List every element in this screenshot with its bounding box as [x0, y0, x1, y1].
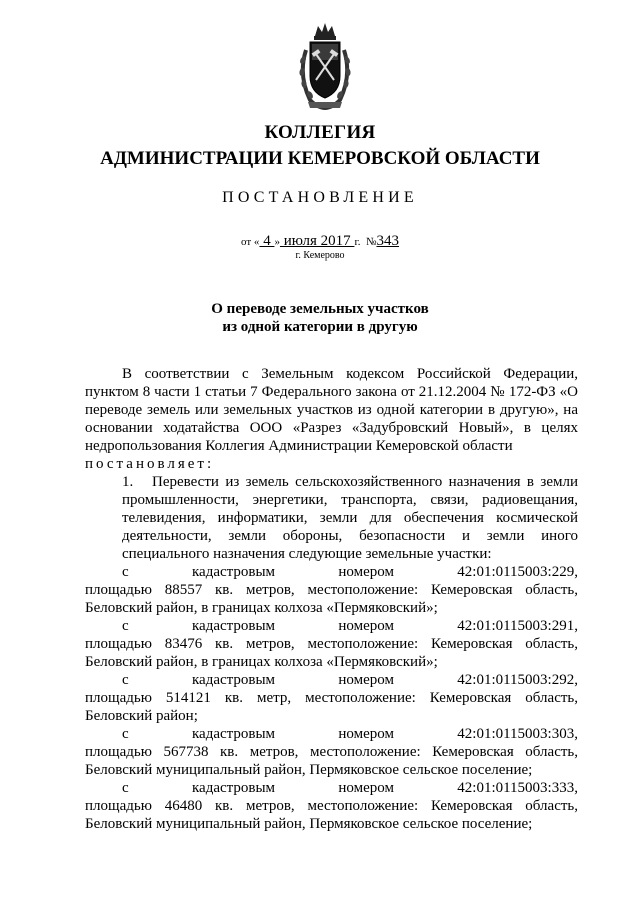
parcel-item: [85, 617, 578, 671]
parcel-prefix: с: [122, 564, 129, 580]
parcel-number-word: номером: [338, 726, 394, 742]
parcel-prefix: с: [122, 672, 129, 688]
document-type: ПОСТАНОВЛЕНИЕ: [222, 189, 418, 206]
org-name-line1: КОЛЛЕГИЯ: [264, 122, 376, 143]
org-name-line2: АДМИНИСТРАЦИИ КЕМЕРОВСКОЙ ОБЛАСТИ: [100, 148, 540, 169]
parcel-cadastral-line: [85, 563, 578, 581]
parcel-cadastral-number: 42:01:0115003:303,: [457, 726, 578, 742]
resolves-word: постановляет:: [85, 456, 215, 472]
parcel-cadastral-number: 42:01:0115003:333,: [457, 780, 578, 796]
parcel-cadastral-word: кадастровым: [191, 564, 276, 580]
item-1-number: 1.: [122, 474, 134, 490]
preamble: В соответствии с Земельным кодексом Российской Федерации, пунктом 8 части 1 статьи 7 Федерального закона от 21.12.2004 № 172-ФЗ «О переводе земель или земельных участков из одной категории в другую», на основании ходатайства ООО «Разрез «Задубровский Новый», в целях недропользования Коллегия Администрации Кемеровской области: [85, 366, 578, 454]
parcel-cadastral-number: 42:01:0115003:292,: [457, 672, 578, 688]
document-title: [0, 300, 640, 336]
parcel-number-word: номером: [338, 672, 394, 688]
parcel-cadastral-word: кадастровым: [191, 780, 276, 796]
parcel-details: площадью 567738 кв. метров, местоположение: Кемеровская область, Беловский муниципальный район, Пермяковское сельское поселение;: [85, 744, 578, 778]
coat-of-arms-icon: [296, 20, 354, 112]
parcel-details: площадью 88557 кв. метров, местоположение: Кемеровская область, Беловский район, в границах колхоза «Пермяковский»;: [85, 582, 578, 616]
item-1: [85, 473, 578, 563]
document-number: 343: [376, 233, 399, 249]
parcel-details: площадью 514121 кв. метр, местоположение: Кемеровская область, Беловский район;: [85, 690, 578, 724]
parcel-details: площадью 83476 кв. метров, местоположение: Кемеровская область, Беловский район, в границах колхоза «Пермяковский»;: [85, 636, 578, 670]
parcel-number-word: номером: [338, 564, 394, 580]
title-line1: О переводе земельных участков: [211, 301, 429, 317]
date-month-year: июля 2017: [279, 233, 355, 249]
date-year-abbr: г.: [354, 236, 361, 248]
city: г. Кемерово: [295, 250, 345, 261]
parcel-cadastral-line: [85, 671, 578, 689]
parcel-cadastral-number: 42:01:0115003:291,: [457, 618, 578, 634]
parcel-list: [85, 563, 578, 833]
parcel-cadastral-word: кадастровым: [191, 618, 276, 634]
date-line: [0, 233, 640, 250]
parcel-number-word: номером: [338, 780, 394, 796]
parcel-cadastral-line: [85, 779, 578, 797]
number-sign: №: [365, 236, 377, 248]
date-day: 4: [259, 233, 275, 249]
document-body: [85, 365, 578, 833]
parcel-item: [85, 563, 578, 617]
parcel-cadastral-word: кадастровым: [191, 726, 276, 742]
parcel-item: [85, 725, 578, 779]
parcel-cadastral-line: [85, 617, 578, 635]
parcel-details: площадью 46480 кв. метров, местоположение: Кемеровская область, Беловский муниципальный район, Пермяковское сельское поселение;: [85, 798, 578, 832]
parcel-cadastral-number: 42:01:0115003:229,: [457, 564, 578, 580]
title-line2: из одной категории в другую: [222, 319, 418, 335]
parcel-prefix: с: [122, 780, 129, 796]
parcel-cadastral-word: кадастровым: [191, 672, 276, 688]
date-quote: »: [274, 236, 280, 248]
date-prefix: от «: [241, 236, 260, 248]
parcel-prefix: с: [122, 726, 129, 742]
parcel-item: [85, 671, 578, 725]
parcel-cadastral-line: [85, 725, 578, 743]
parcel-item: [85, 779, 578, 833]
parcel-prefix: с: [122, 618, 129, 634]
parcel-number-word: номером: [338, 618, 394, 634]
item-1-text: Перевести из земель сельскохозяйственного назначения в земли промышленности, энергетики, транспорта, связи, радиовещания, телевидения, информатики, земли для обеспечения космической деятельности, земли обороны, безопасности и земли иного специального назначения следующие земельные участки:: [122, 474, 578, 562]
